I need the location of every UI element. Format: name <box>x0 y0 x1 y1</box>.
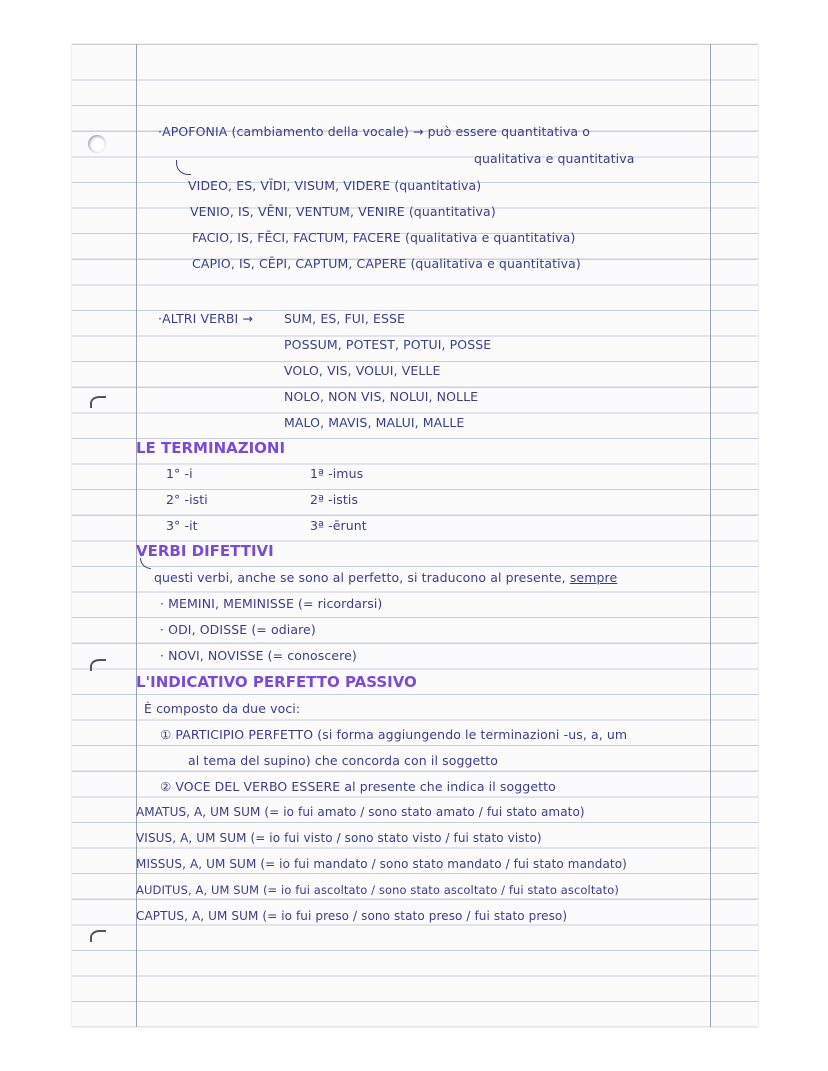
binder-hole-torn <box>90 659 106 671</box>
arrow-hook-icon <box>140 558 151 569</box>
terminazione-singolare: 3° -it <box>166 518 198 533</box>
passivo-example: VISUS, A, UM SUM (= io fui visto / sono stato visto / fui stato visto) <box>136 831 542 845</box>
apofonia-example: VENIO, IS, VĒNI, VENTUM, VENIRE (quantitativa) <box>190 204 496 219</box>
notebook-page <box>72 44 758 1027</box>
passivo-example: AMATUS, A, UM SUM (= io fui amato / sono stato amato / fui stato amato) <box>136 805 585 819</box>
altri-verbi-item: NOLO, NON VIS, NOLUI, NOLLE <box>284 389 479 404</box>
terminazione-plurale: 3ª -ērunt <box>310 518 367 533</box>
terminazione-plurale: 2ª -istis <box>310 492 359 507</box>
passivo-example: AUDITUS, A, UM SUM (= io fui ascoltato / sono stato ascoltato / fui stato ascoltato) <box>136 883 619 897</box>
apofonia-line-2: qualitativa e quantitativa <box>474 151 635 166</box>
difettivi-intro-emphasis: sempre <box>569 570 618 585</box>
passivo-example: CAPTUS, A, UM SUM (= io fui preso / sono stato preso / fui stato preso) <box>136 909 568 923</box>
binder-hole <box>88 135 106 153</box>
difettivi-item: · ODI, ODISSE (= odiare) <box>160 622 316 637</box>
terminazione-singolare: 1° -i <box>166 466 193 481</box>
passivo-point-1: ① PARTICIPIO PERFETTO (si forma aggiungendo le terminazioni -us, a, um <box>160 727 628 742</box>
passivo-example: MISSUS, A, UM SUM (= io fui mandato / sono stato mandato / fui stato mandato) <box>136 857 627 871</box>
arrow-hook-icon <box>176 160 191 175</box>
difettivi-intro-text: questi verbi, anche se sono al perfetto, si traducono al presente, <box>154 570 566 585</box>
right-margin-line <box>710 44 711 1027</box>
difettivi-item: · NOVI, NOVISSE (= conoscere) <box>160 648 357 663</box>
apofonia-example: VIDEO, ES, VĪDI, VISUM, VIDERE (quantitativa) <box>188 178 482 193</box>
terminazione-plurale: 1ª -imus <box>310 466 364 481</box>
altri-verbi-item: POSSUM, POTEST, POTUI, POSSE <box>284 337 492 352</box>
terminazione-singolare: 2° -isti <box>166 492 208 507</box>
difettivi-intro <box>154 570 617 585</box>
difettivi-item: · MEMINI, MEMINISSE (= ricordarsi) <box>160 596 383 611</box>
altri-verbi-item: SUM, ES, FUI, ESSE <box>284 311 406 326</box>
left-margin-line <box>136 44 137 1027</box>
difettivi-heading: VERBI DIFETTIVI <box>136 542 274 560</box>
apofonia-example: CAPIO, IS, CĒPI, CAPTUM, CAPERE (qualitativa e quantitativa) <box>192 256 581 271</box>
apofonia-line-1: ·APOFONIA (cambiamento della vocale) → può essere quantitativa o <box>158 124 590 139</box>
passivo-point-2: ② VOCE DEL VERBO ESSERE al presente che indica il soggetto <box>160 779 556 794</box>
apofonia-example: FACIO, IS, FĒCI, FACTUM, FACERE (qualitativa e quantitativa) <box>192 230 576 245</box>
passivo-intro: È composto da due voci: <box>144 701 301 716</box>
altri-verbi-label: ·ALTRI VERBI → <box>158 311 253 326</box>
altri-verbi-item: VOLO, VIS, VOLUI, VELLE <box>284 363 441 378</box>
terminazioni-heading: LE TERMINAZIONI <box>136 439 286 457</box>
binder-hole-torn <box>90 930 106 942</box>
perfetto-passivo-heading: L'INDICATIVO PERFETTO PASSIVO <box>136 673 417 691</box>
passivo-point-1-cont: al tema del supino) che concorda con il soggetto <box>188 753 499 768</box>
altri-verbi-item: MALO, MAVIS, MALUI, MALLE <box>284 415 465 430</box>
binder-hole-torn <box>90 396 106 408</box>
